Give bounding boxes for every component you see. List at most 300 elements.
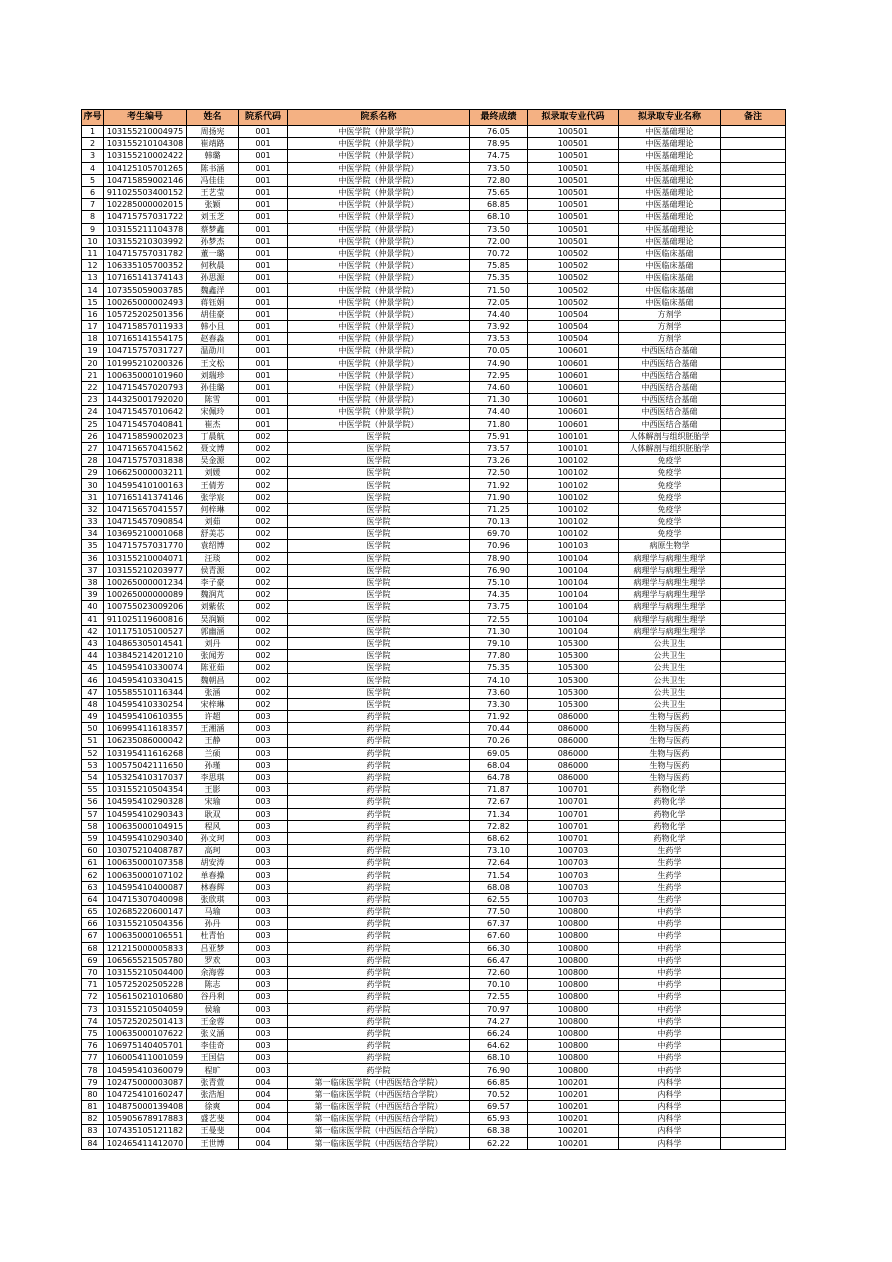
remark-cell xyxy=(721,1003,786,1015)
major-name-cell: 公共卫生 xyxy=(619,662,721,674)
dept-code-cell: 001 xyxy=(239,308,288,320)
seq-cell: 65 xyxy=(82,906,104,918)
table-row xyxy=(82,869,786,881)
major-code-cell: 100102 xyxy=(528,503,619,515)
remark-cell xyxy=(721,1064,786,1076)
score-cell: 71.54 xyxy=(470,869,528,881)
major-code-cell: 100703 xyxy=(528,881,619,893)
major-name-cell: 中医基础理论 xyxy=(619,235,721,247)
score-cell: 74.35 xyxy=(470,589,528,601)
dept-code-cell: 001 xyxy=(239,211,288,223)
major-name-cell: 中医基础理论 xyxy=(619,126,721,138)
remark-cell xyxy=(721,150,786,162)
name-cell: 王曼斐 xyxy=(187,1125,239,1137)
major-name-cell: 病理学与病理生理学 xyxy=(619,564,721,576)
table-row xyxy=(82,601,786,613)
score-cell: 72.80 xyxy=(470,174,528,186)
table-row xyxy=(82,308,786,320)
exam-id-cell: 100635000104915 xyxy=(104,820,187,832)
dept-name-cell: 医学院 xyxy=(288,576,470,588)
table-row xyxy=(82,150,786,162)
score-cell: 73.50 xyxy=(470,223,528,235)
remark-cell xyxy=(721,479,786,491)
exam-id-cell: 106975140405701 xyxy=(104,1040,187,1052)
major-name-cell: 免疫学 xyxy=(619,528,721,540)
table-row xyxy=(82,467,786,479)
name-cell: 刘紫依 xyxy=(187,601,239,613)
table-row xyxy=(82,516,786,528)
table-row xyxy=(82,820,786,832)
remark-cell xyxy=(721,796,786,808)
major-name-cell: 中药学 xyxy=(619,1003,721,1015)
table-row xyxy=(82,369,786,381)
dept-name-cell: 中医学院（仲景学院） xyxy=(288,174,470,186)
score-cell: 62.55 xyxy=(470,893,528,905)
major-name-cell: 生药学 xyxy=(619,869,721,881)
remark-cell xyxy=(721,820,786,832)
table-row xyxy=(82,540,786,552)
dept-name-cell: 中医学院（仲景学院） xyxy=(288,150,470,162)
major-code-cell: 100101 xyxy=(528,442,619,454)
score-cell: 77.80 xyxy=(470,650,528,662)
name-cell: 胡安涛 xyxy=(187,857,239,869)
seq-cell: 72 xyxy=(82,991,104,1003)
table-row xyxy=(82,711,786,723)
score-cell: 68.04 xyxy=(470,759,528,771)
exam-id-cell: 106995411618357 xyxy=(104,723,187,735)
dept-name-cell: 第一临床医学院（中西医结合学院） xyxy=(288,1125,470,1137)
table-row xyxy=(82,662,786,674)
score-cell: 71.92 xyxy=(470,479,528,491)
score-cell: 69.05 xyxy=(470,747,528,759)
table-row xyxy=(82,284,786,296)
remark-cell xyxy=(721,625,786,637)
remark-cell xyxy=(721,369,786,381)
dept-name-cell: 中医学院（仲景学院） xyxy=(288,211,470,223)
dept-name-cell: 医学院 xyxy=(288,601,470,613)
seq-cell: 26 xyxy=(82,430,104,442)
table-row xyxy=(82,260,786,272)
major-code-cell: 100102 xyxy=(528,491,619,503)
seq-cell: 54 xyxy=(82,771,104,783)
exam-id-cell: 104715757031727 xyxy=(104,345,187,357)
major-code-cell: 100502 xyxy=(528,247,619,259)
score-cell: 62.22 xyxy=(470,1137,528,1149)
major-name-cell: 免疫学 xyxy=(619,479,721,491)
exam-id-cell: 100635000107358 xyxy=(104,857,187,869)
remark-cell xyxy=(721,138,786,150)
dept-code-cell: 002 xyxy=(239,491,288,503)
dept-name-cell: 第一临床医学院（中西医结合学院） xyxy=(288,1113,470,1125)
remark-cell xyxy=(721,881,786,893)
major-code-cell: 100102 xyxy=(528,479,619,491)
dept-name-cell: 药学院 xyxy=(288,1027,470,1039)
remark-cell xyxy=(721,418,786,430)
score-cell: 66.30 xyxy=(470,942,528,954)
score-cell: 70.96 xyxy=(470,540,528,552)
dept-name-cell: 药学院 xyxy=(288,893,470,905)
seq-cell: 1 xyxy=(82,126,104,138)
dept-name-cell: 药学院 xyxy=(288,723,470,735)
exam-id-cell: 103155210504400 xyxy=(104,966,187,978)
seq-cell: 17 xyxy=(82,321,104,333)
remark-cell xyxy=(721,650,786,662)
table-row xyxy=(82,613,786,625)
major-code-cell: 105300 xyxy=(528,686,619,698)
dept-name-cell: 中医学院（仲景学院） xyxy=(288,162,470,174)
dept-name-cell: 中医学院（仲景学院） xyxy=(288,138,470,150)
major-code-cell: 100800 xyxy=(528,906,619,918)
seq-cell: 50 xyxy=(82,723,104,735)
exam-id-cell: 100755023009206 xyxy=(104,601,187,613)
exam-id-cell: 104725410160247 xyxy=(104,1088,187,1100)
dept-code-cell: 004 xyxy=(239,1113,288,1125)
dept-name-cell: 中医学院（仲景学院） xyxy=(288,186,470,198)
major-code-cell: 105300 xyxy=(528,698,619,710)
exam-id-cell: 100635000107102 xyxy=(104,869,187,881)
exam-id-cell: 107435105121182 xyxy=(104,1125,187,1137)
dept-name-cell: 药学院 xyxy=(288,735,470,747)
exam-id-cell: 103075210408787 xyxy=(104,845,187,857)
remark-cell xyxy=(721,126,786,138)
remark-cell xyxy=(721,516,786,528)
score-cell: 70.52 xyxy=(470,1088,528,1100)
dept-name-cell: 中医学院（仲景学院） xyxy=(288,223,470,235)
remark-cell xyxy=(721,759,786,771)
dept-name-cell: 医学院 xyxy=(288,503,470,515)
seq-cell: 15 xyxy=(82,296,104,308)
remark-cell xyxy=(721,235,786,247)
dept-name-cell: 药学院 xyxy=(288,1015,470,1027)
seq-cell: 61 xyxy=(82,857,104,869)
dept-name-cell: 中医学院（仲景学院） xyxy=(288,199,470,211)
major-code-cell: 100104 xyxy=(528,625,619,637)
score-cell: 71.50 xyxy=(470,284,528,296)
dept-code-cell: 002 xyxy=(239,698,288,710)
remark-cell xyxy=(721,613,786,625)
table-row xyxy=(82,333,786,345)
name-cell: 许超 xyxy=(187,711,239,723)
name-cell: 王文松 xyxy=(187,357,239,369)
table-row xyxy=(82,418,786,430)
major-name-cell: 中医临床基础 xyxy=(619,296,721,308)
name-cell: 侯青源 xyxy=(187,564,239,576)
name-cell: 徐爽 xyxy=(187,1101,239,1113)
seq-cell: 34 xyxy=(82,528,104,540)
dept-name-cell: 药学院 xyxy=(288,796,470,808)
major-code-cell: 100800 xyxy=(528,1027,619,1039)
table-row xyxy=(82,345,786,357)
exam-id-cell: 107165141374143 xyxy=(104,272,187,284)
table-row xyxy=(82,503,786,515)
major-code-cell: 100800 xyxy=(528,979,619,991)
seq-cell: 70 xyxy=(82,966,104,978)
major-code-cell: 100800 xyxy=(528,966,619,978)
name-cell: 周扬宪 xyxy=(187,126,239,138)
seq-cell: 32 xyxy=(82,503,104,515)
exam-id-cell: 103155210504354 xyxy=(104,784,187,796)
dept-code-cell: 002 xyxy=(239,625,288,637)
major-code-cell: 100701 xyxy=(528,796,619,808)
dept-name-cell: 药学院 xyxy=(288,991,470,1003)
score-cell: 72.55 xyxy=(470,991,528,1003)
score-cell: 71.90 xyxy=(470,491,528,503)
seq-cell: 76 xyxy=(82,1040,104,1052)
dept-code-cell: 002 xyxy=(239,442,288,454)
score-cell: 76.05 xyxy=(470,126,528,138)
score-cell: 78.90 xyxy=(470,552,528,564)
dept-code-cell: 001 xyxy=(239,321,288,333)
remark-cell xyxy=(721,1052,786,1064)
score-cell: 72.95 xyxy=(470,369,528,381)
exam-id-cell: 104715757031722 xyxy=(104,211,187,223)
table-row xyxy=(82,979,786,991)
name-cell: 程旷 xyxy=(187,1064,239,1076)
seq-cell: 36 xyxy=(82,552,104,564)
table-row xyxy=(82,199,786,211)
score-cell: 76.90 xyxy=(470,564,528,576)
major-code-cell: 100601 xyxy=(528,394,619,406)
remark-cell xyxy=(721,942,786,954)
remark-cell xyxy=(721,686,786,698)
dept-name-cell: 药学院 xyxy=(288,759,470,771)
dept-code-cell: 003 xyxy=(239,1040,288,1052)
name-cell: 孙丹 xyxy=(187,918,239,930)
table-row xyxy=(82,698,786,710)
dept-code-cell: 001 xyxy=(239,260,288,272)
remark-cell xyxy=(721,869,786,881)
major-name-cell: 中西医结合基础 xyxy=(619,406,721,418)
remark-cell xyxy=(721,711,786,723)
dept-code-cell: 003 xyxy=(239,759,288,771)
table-row xyxy=(82,247,786,259)
table-row xyxy=(82,442,786,454)
remark-cell xyxy=(721,333,786,345)
exam-id-cell: 100635000107622 xyxy=(104,1027,187,1039)
dept-code-cell: 003 xyxy=(239,808,288,820)
table-row xyxy=(82,1064,786,1076)
score-cell: 68.62 xyxy=(470,832,528,844)
major-code-cell: 100501 xyxy=(528,186,619,198)
score-cell: 72.50 xyxy=(470,467,528,479)
major-code-cell: 100504 xyxy=(528,333,619,345)
table-row xyxy=(82,893,786,905)
exam-id-cell: 104595410330074 xyxy=(104,662,187,674)
exam-id-cell: 104125105701265 xyxy=(104,162,187,174)
major-name-cell: 药物化学 xyxy=(619,808,721,820)
dept-name-cell: 医学院 xyxy=(288,698,470,710)
score-cell: 66.85 xyxy=(470,1076,528,1088)
dept-name-cell: 药学院 xyxy=(288,954,470,966)
major-code-cell: 100601 xyxy=(528,381,619,393)
dept-name-cell: 药学院 xyxy=(288,1064,470,1076)
seq-cell: 78 xyxy=(82,1064,104,1076)
major-code-cell: 100201 xyxy=(528,1076,619,1088)
name-cell: 吴润颖 xyxy=(187,613,239,625)
name-cell: 冯佳佳 xyxy=(187,174,239,186)
major-code-cell: 100800 xyxy=(528,1003,619,1015)
table-row xyxy=(82,223,786,235)
name-cell: 孙文珂 xyxy=(187,832,239,844)
seq-cell: 29 xyxy=(82,467,104,479)
score-cell: 68.10 xyxy=(470,211,528,223)
dept-name-cell: 医学院 xyxy=(288,686,470,698)
table-row xyxy=(82,784,786,796)
table-row xyxy=(82,808,786,820)
major-name-cell: 病原生物学 xyxy=(619,540,721,552)
major-name-cell: 病理学与病理生理学 xyxy=(619,576,721,588)
table-row xyxy=(82,625,786,637)
name-cell: 聂文博 xyxy=(187,442,239,454)
dept-code-cell: 002 xyxy=(239,552,288,564)
major-name-cell: 中医临床基础 xyxy=(619,260,721,272)
score-cell: 79.10 xyxy=(470,637,528,649)
remark-cell xyxy=(721,979,786,991)
dept-name-cell: 医学院 xyxy=(288,491,470,503)
seq-cell: 68 xyxy=(82,942,104,954)
score-cell: 68.08 xyxy=(470,881,528,893)
major-code-cell: 086000 xyxy=(528,711,619,723)
dept-name-cell: 医学院 xyxy=(288,589,470,601)
seq-cell: 38 xyxy=(82,576,104,588)
seq-cell: 12 xyxy=(82,260,104,272)
table-row xyxy=(82,589,786,601)
name-cell: 刘茹 xyxy=(187,516,239,528)
dept-name-cell: 医学院 xyxy=(288,540,470,552)
table-row xyxy=(82,552,786,564)
name-cell: 宋梓琳 xyxy=(187,698,239,710)
exam-id-cell: 104595410330254 xyxy=(104,698,187,710)
remark-cell xyxy=(721,1113,786,1125)
seq-cell: 13 xyxy=(82,272,104,284)
dept-code-cell: 003 xyxy=(239,857,288,869)
name-cell: 李子豪 xyxy=(187,576,239,588)
score-cell: 71.87 xyxy=(470,784,528,796)
score-cell: 72.05 xyxy=(470,296,528,308)
dept-code-cell: 002 xyxy=(239,589,288,601)
remark-cell xyxy=(721,467,786,479)
table-row xyxy=(82,1137,786,1149)
table-row xyxy=(82,1003,786,1015)
score-cell: 67.60 xyxy=(470,930,528,942)
seq-cell: 79 xyxy=(82,1076,104,1088)
score-cell: 67.37 xyxy=(470,918,528,930)
exam-id-cell: 103155210004071 xyxy=(104,552,187,564)
major-code-cell: 100701 xyxy=(528,820,619,832)
seq-cell: 51 xyxy=(82,735,104,747)
exam-id-cell: 104715757031782 xyxy=(104,247,187,259)
table-row xyxy=(82,406,786,418)
major-code-cell: 100501 xyxy=(528,174,619,186)
table-row xyxy=(82,1113,786,1125)
col-header-major-name: 拟录取专业名称 xyxy=(619,110,721,126)
dept-name-cell: 药学院 xyxy=(288,747,470,759)
score-cell: 75.35 xyxy=(470,662,528,674)
dept-code-cell: 003 xyxy=(239,771,288,783)
dept-code-cell: 003 xyxy=(239,869,288,881)
col-header-dept-name: 院系名称 xyxy=(288,110,470,126)
dept-code-cell: 002 xyxy=(239,650,288,662)
exam-id-cell: 107165141374146 xyxy=(104,491,187,503)
name-cell: 崔杰 xyxy=(187,418,239,430)
remark-cell xyxy=(721,662,786,674)
remark-cell xyxy=(721,430,786,442)
table-row xyxy=(82,162,786,174)
dept-code-cell: 001 xyxy=(239,418,288,430)
remark-cell xyxy=(721,357,786,369)
major-name-cell: 生物与医药 xyxy=(619,771,721,783)
dept-name-cell: 药学院 xyxy=(288,881,470,893)
name-cell: 王湘涵 xyxy=(187,723,239,735)
table-row xyxy=(82,991,786,1003)
dept-code-cell: 003 xyxy=(239,1064,288,1076)
score-cell: 64.78 xyxy=(470,771,528,783)
table-row xyxy=(82,296,786,308)
remark-cell xyxy=(721,832,786,844)
score-cell: 72.60 xyxy=(470,966,528,978)
name-cell: 胡佳豪 xyxy=(187,308,239,320)
name-cell: 单春操 xyxy=(187,869,239,881)
table-row xyxy=(82,1052,786,1064)
remark-cell xyxy=(721,808,786,820)
major-code-cell: 100800 xyxy=(528,942,619,954)
name-cell: 马瑜 xyxy=(187,906,239,918)
exam-id-cell: 100575042111650 xyxy=(104,759,187,771)
score-cell: 75.35 xyxy=(470,272,528,284)
exam-id-cell: 104715859002023 xyxy=(104,430,187,442)
name-cell: 李佳奇 xyxy=(187,1040,239,1052)
dept-name-cell: 医学院 xyxy=(288,552,470,564)
major-code-cell: 100800 xyxy=(528,930,619,942)
dept-name-cell: 中医学院（仲景学院） xyxy=(288,235,470,247)
dept-code-cell: 001 xyxy=(239,186,288,198)
name-cell: 张颖 xyxy=(187,199,239,211)
seq-cell: 48 xyxy=(82,698,104,710)
dept-name-cell: 中医学院（仲景学院） xyxy=(288,296,470,308)
exam-id-cell: 107165141554175 xyxy=(104,333,187,345)
seq-cell: 52 xyxy=(82,747,104,759)
seq-cell: 3 xyxy=(82,150,104,162)
dept-name-cell: 药学院 xyxy=(288,918,470,930)
exam-id-cell: 103695210001068 xyxy=(104,528,187,540)
name-cell: 刘丹 xyxy=(187,637,239,649)
col-header-major-code: 拟录取专业代码 xyxy=(528,110,619,126)
table-row xyxy=(82,394,786,406)
major-code-cell: 100601 xyxy=(528,345,619,357)
dept-name-cell: 中医学院（仲景学院） xyxy=(288,357,470,369)
score-cell: 74.27 xyxy=(470,1015,528,1027)
remark-cell xyxy=(721,442,786,454)
major-code-cell: 100501 xyxy=(528,223,619,235)
table-row xyxy=(82,272,786,284)
major-code-cell: 100201 xyxy=(528,1101,619,1113)
table-row xyxy=(82,881,786,893)
table-row xyxy=(82,857,786,869)
major-code-cell: 100501 xyxy=(528,162,619,174)
exam-id-cell: 104595410330415 xyxy=(104,674,187,686)
exam-id-cell: 103155210004975 xyxy=(104,126,187,138)
seq-cell: 58 xyxy=(82,820,104,832)
remark-cell xyxy=(721,296,786,308)
remark-cell xyxy=(721,723,786,735)
remark-cell xyxy=(721,247,786,259)
major-name-cell: 内科学 xyxy=(619,1101,721,1113)
name-cell: 舒美芯 xyxy=(187,528,239,540)
seq-cell: 27 xyxy=(82,442,104,454)
score-cell: 74.75 xyxy=(470,150,528,162)
dept-name-cell: 中医学院（仲景学院） xyxy=(288,260,470,272)
major-code-cell: 100502 xyxy=(528,272,619,284)
